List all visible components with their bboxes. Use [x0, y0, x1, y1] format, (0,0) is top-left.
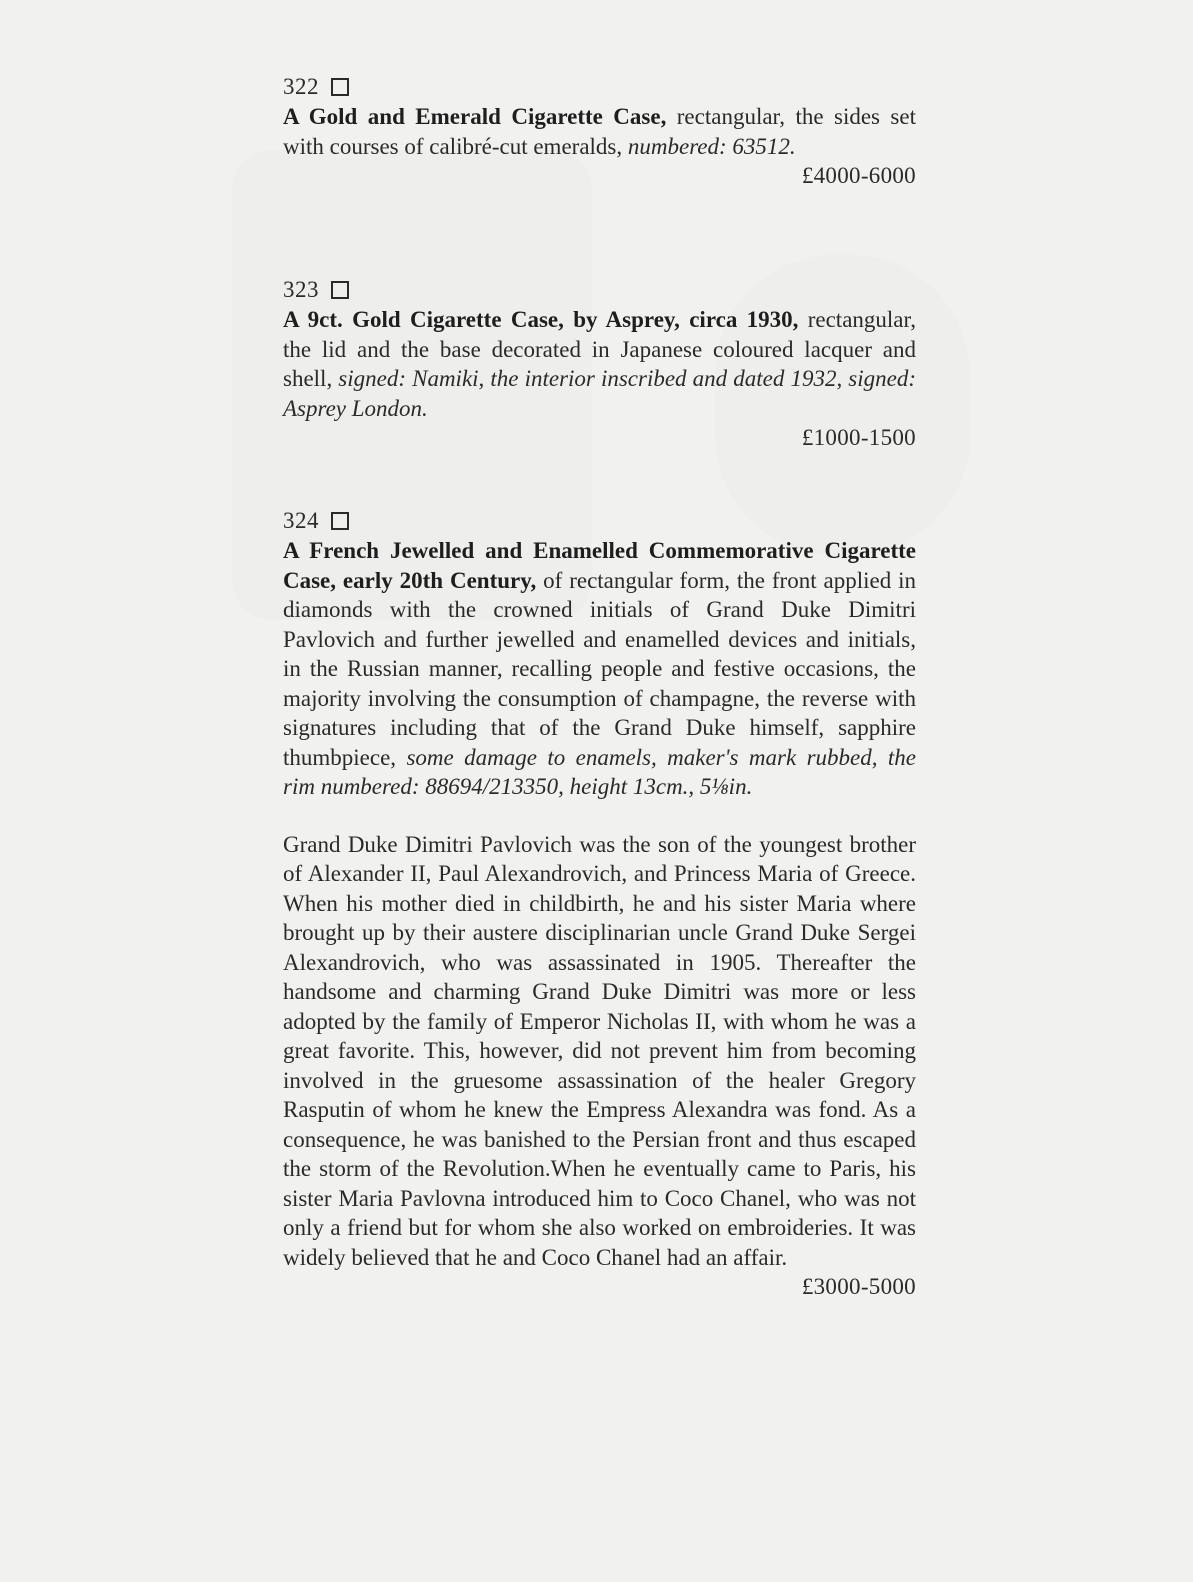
bid-checkbox[interactable] [331, 512, 349, 530]
lot-title: A 9ct. Gold Cigarette Case, by Asprey, circa 1930, [283, 307, 799, 332]
bid-checkbox[interactable] [331, 281, 349, 299]
lot-number: 322 [283, 74, 319, 100]
lot-header [283, 275, 916, 305]
lot-details: some damage to enamels, maker's mark rubbed, the rim numbered: 88694/213350, height 13cm., 5⅛in. [283, 744, 916, 799]
lot-description [283, 305, 916, 423]
lot-header [283, 506, 916, 536]
lot-estimate: £1000-1500 [801, 425, 916, 450]
lot-historical-note: Grand Duke Dimitri Pavlovich was the son of the youngest brother of Alexander II, Paul Alexandrovich, and Princess Maria of Greece. When his mother died in childbirth, he and his sister Maria where brought up by their austere disciplinarian uncle Grand Duke Sergei Alexandrovich, who was assassinated in 1905. Thereafter the handsome and charming Grand Duke Dimitri was more or less adopted by the family of Emperor Nicholas II, with whom he was a great favorite. This, however, did not prevent him from becoming involved in the gruesome assassination of the healer Gregory Rasputin of whom he knew the Empress Alexandra was fond. As a consequence, he was banished to the Persian front and thus escaped the storm of the Revolution.When he eventually came to Paris, his sister Maria Pavlovna introduced him to Coco Chanel, who was not only a friend but for whom she also worked on embroideries. It was widely believed that he and Coco Chanel had an affair. [283, 831, 916, 1270]
lot-entry [283, 275, 916, 453]
lot-details: numbered: 63512. [627, 133, 796, 159]
bid-checkbox[interactable] [331, 78, 349, 96]
lot-details: signed: Namiki, the interior inscribed and dated 1932, signed: Asprey London. [283, 366, 916, 421]
lot-number: 323 [283, 277, 319, 303]
lot-estimate: £4000-6000 [801, 163, 916, 188]
lot-entry [283, 506, 916, 1302]
lot-entry [283, 72, 916, 191]
lot-body: of rectangular form, the front applied in diamonds with the crowned initials of Grand Duke Dimitri Pavlovich and further jewelled and enamelled devices and initials, in the Russian manner, recalling people and festive occasions, the majority involving the consumption of champagne, the reverse with signatures including that of the Grand Duke himself, sapphire thumbpiece, [283, 567, 916, 770]
lot-body: rectangular, the sides set with courses of calibré-cut emeralds, [283, 104, 916, 159]
lot-description [283, 102, 916, 161]
lot-description [283, 536, 916, 802]
lot-header [283, 72, 916, 102]
lot-body: rectangular, the lid and the base decorated in Japanese coloured lacquer and shell, [283, 307, 916, 391]
lot-title: A French Jewelled and Enamelled Commemorative Cigarette Case, early 20th Century, [283, 538, 916, 593]
lot-estimate: £3000-5000 [801, 1274, 916, 1299]
lot-title: A Gold and Emerald Cigarette Case, [283, 104, 667, 129]
lot-number: 324 [283, 508, 319, 534]
